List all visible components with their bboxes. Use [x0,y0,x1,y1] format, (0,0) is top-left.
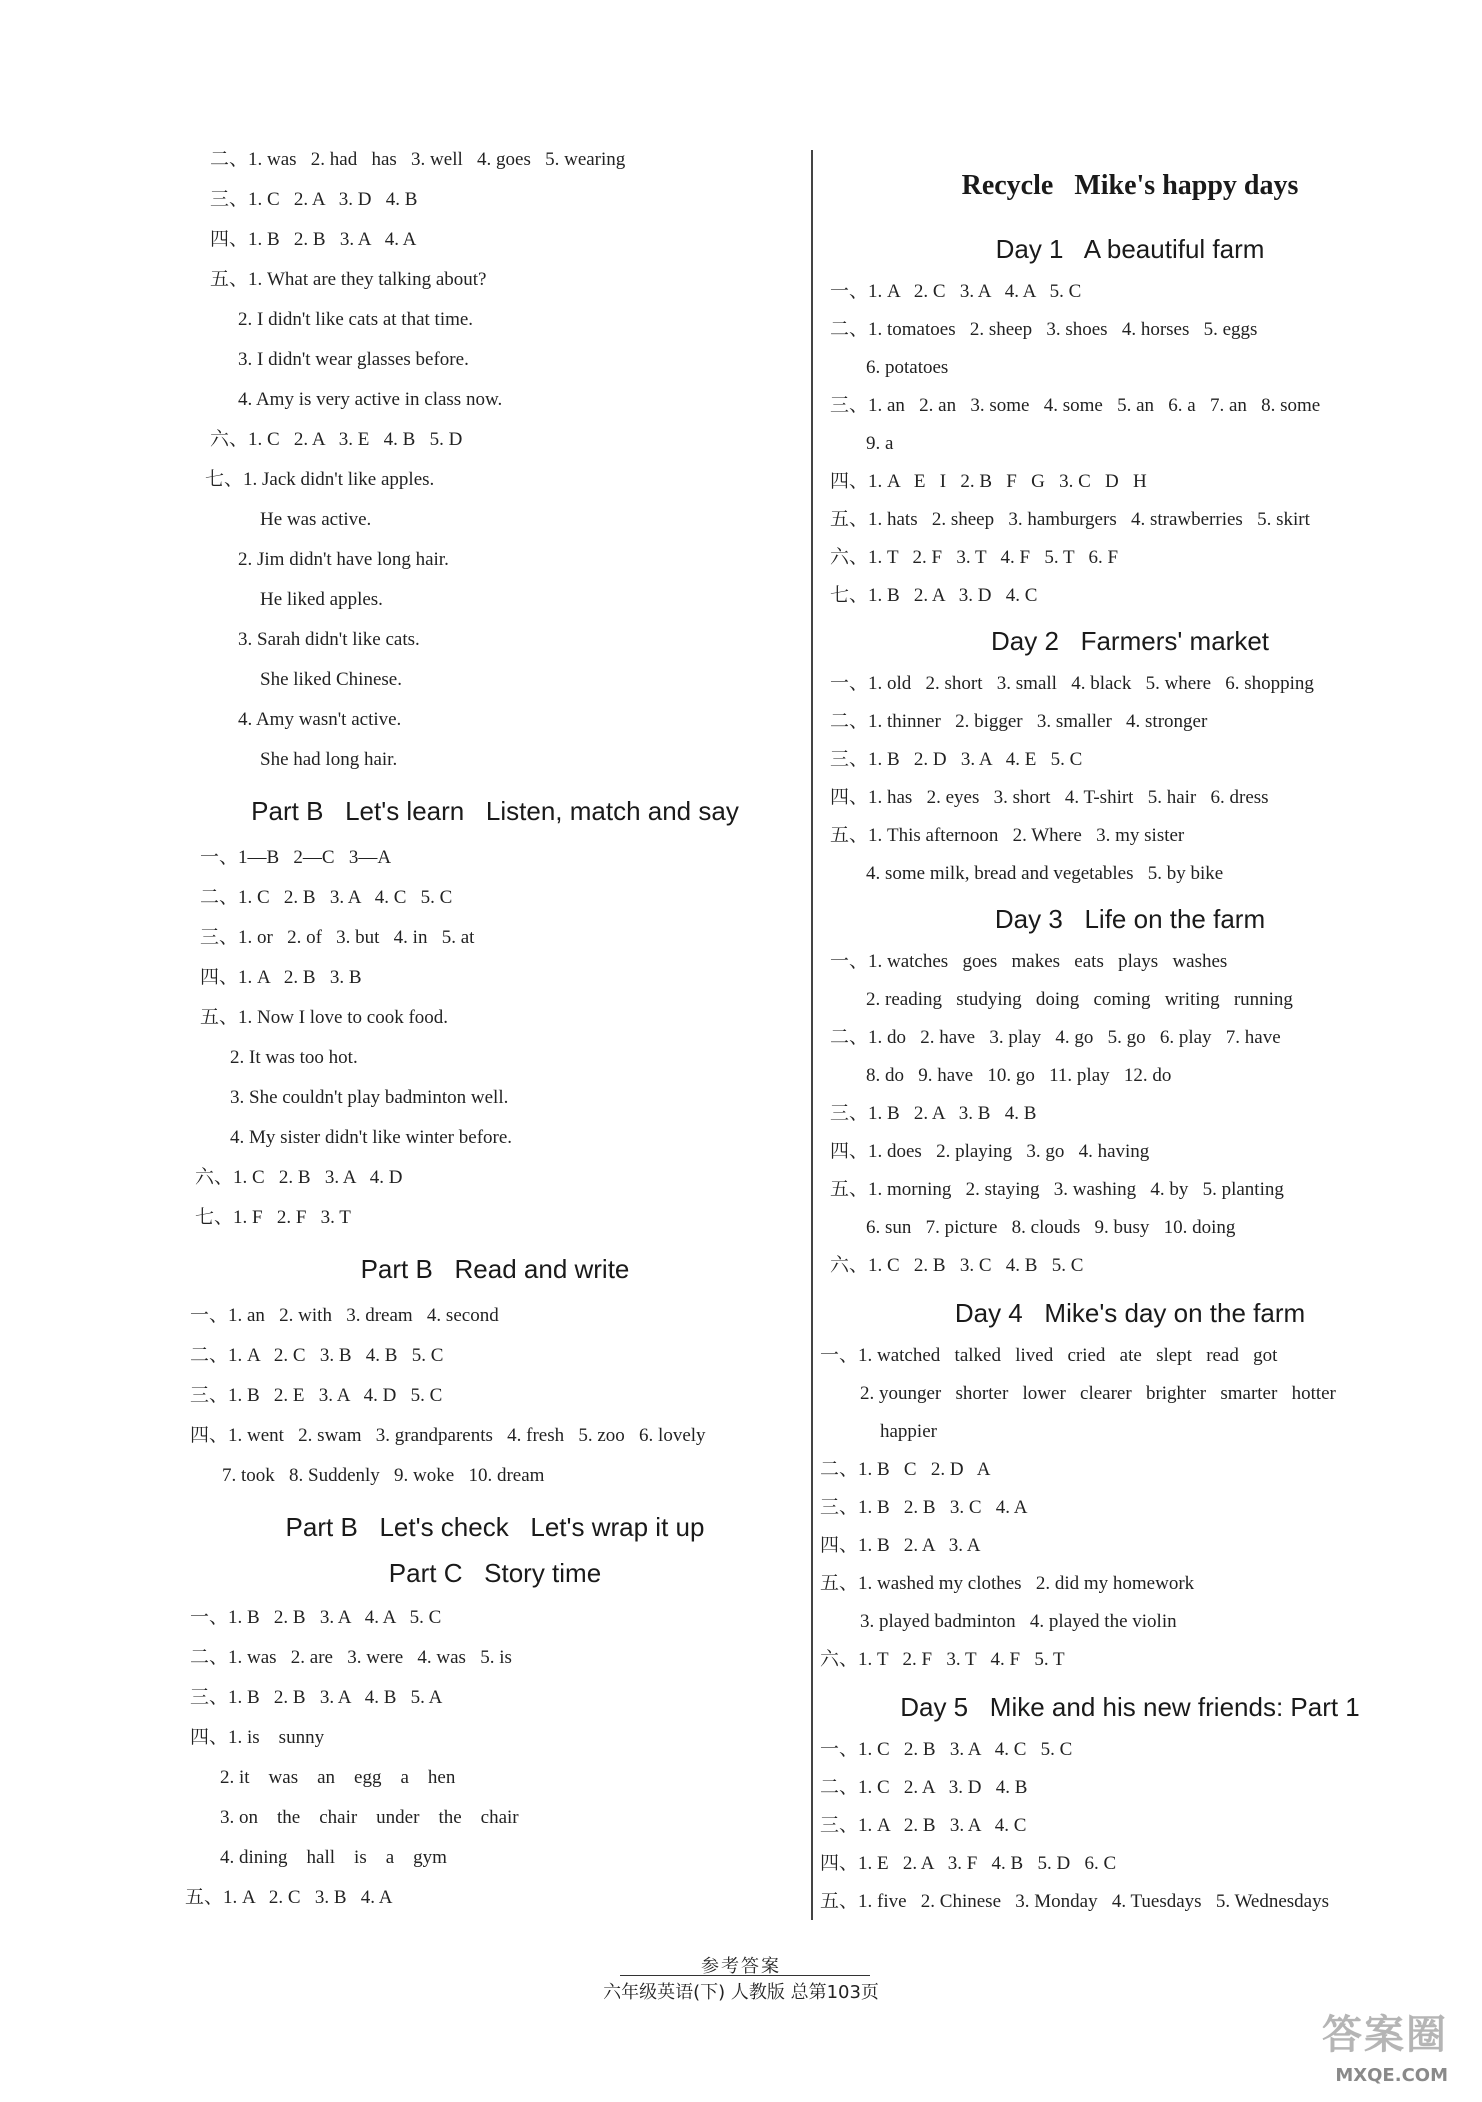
answer-line: 七、1. B 2. A 3. D 4. C [830,585,1038,606]
answer-line: 7. took 8. Suddenly 9. woke 10. dream [222,1465,545,1486]
answer-line: 三、1. or 2. of 3. but 4. in 5. at [200,927,475,948]
answer-line: 4. some milk, bread and vegetables 5. by bike [866,863,1224,884]
answer-line: 二、1. B C 2. D A [820,1459,991,1480]
answer-line: 四、1. has 2. eyes 3. short 4. T-shirt 5. hair 6. dress [830,787,1269,808]
answer-line: 四、1. A 2. B 3. B [200,967,362,988]
answer-line: 六、1. C 2. A 3. E 4. B 5. D [210,429,463,450]
column-divider [811,150,813,1920]
answer-line: 一、1. A 2. C 3. A 4. A 5. C [830,281,1082,302]
answer-line: 3. She couldn't play badminton well. [230,1087,509,1108]
answer-line: 五、1. five 2. Chinese 3. Monday 4. Tuesdays 5. Wednesdays [820,1891,1329,1912]
answer-line: 六、1. T 2. F 3. T 4. F 5. T [820,1649,1065,1670]
answer-line: 二、1. was 2. had has 3. well 4. goes 5. wearing [210,149,626,170]
answer-line: 六、1. C 2. B 3. A 4. D [195,1167,403,1188]
answer-line: She liked Chinese. [260,669,402,690]
section-heading: Day 2 Farmers' market [990,626,1269,656]
answer-line: 五、1. hats 2. sheep 3. hamburgers 4. strawberries 5. skirt [830,509,1310,530]
unit-title: Recycle Mike's happy days [961,170,1299,201]
answer-line: 六、1. C 2. B 3. C 4. B 5. C [830,1255,1084,1276]
answer-line: 二、1. A 2. C 3. B 4. B 5. C [190,1345,444,1366]
answer-line: 一、1. C 2. B 3. A 4. C 5. C [820,1739,1073,1760]
answer-line: 9. a [866,433,894,454]
answer-line: 一、1. B 2. B 3. A 4. A 5. C [190,1607,442,1628]
answer-line: 五、1. This afternoon 2. Where 3. my sister [830,825,1185,846]
answer-line: 4. Amy is very active in class now. [238,389,503,410]
answer-line: 三、1. C 2. A 3. D 4. B [210,189,418,210]
answer-line: 3. played badminton 4. played the violin [860,1611,1177,1632]
answer-line: He was active. [260,509,372,530]
answer-line: 一、1. old 2. short 3. small 4. black 5. where 6. shopping [830,673,1314,694]
answer-line: 三、1. B 2. E 3. A 4. D 5. C [190,1385,443,1406]
answer-line: 二、1. do 2. have 3. play 4. go 5. go 6. play 7. have [830,1027,1281,1048]
section-heading: Part C Story time [388,1558,602,1588]
answer-line: 三、1. B 2. B 3. A 4. B 5. A [190,1687,443,1708]
answer-line: 一、1. an 2. with 3. dream 4. second [190,1305,499,1326]
answer-line: 四、1. does 2. playing 3. go 4. having [830,1141,1150,1162]
answer-line: 一、1. watches goes makes eats plays washes [830,951,1228,972]
answer-line: 五、1. washed my clothes 2. did my homework [820,1573,1195,1594]
answer-line: 七、1. Jack didn't like apples. [205,469,435,490]
answer-line: 五、1. A 2. C 3. B 4. A [185,1887,393,1908]
answer-line: 三、1. B 2. B 3. C 4. A [820,1497,1028,1518]
section-heading: Day 3 Life on the farm [994,904,1266,934]
answer-line: 2. it was an egg a hen [220,1767,456,1788]
section-heading: Day 1 A beautiful farm [995,234,1265,264]
answer-line: 2. younger shorter lower clearer brighter smarter hotter [860,1383,1336,1404]
answer-line: 3. Sarah didn't like cats. [238,629,420,650]
answer-line: 二、1. tomatoes 2. sheep 3. shoes 4. horses 5. eggs [830,319,1258,340]
answer-line: 4. Amy wasn't active. [238,709,402,730]
answer-line: She had long hair. [260,749,398,770]
answer-line: happier [880,1421,937,1442]
answer-line: 2. Jim didn't have long hair. [238,549,449,570]
answer-line: 3. on the chair under the chair [220,1807,519,1828]
footer-page-info: 六年级英语(下) 人教版 总第103页 [603,1982,879,2003]
answer-line: 3. I didn't wear glasses before. [238,349,469,370]
watermark-site: MXQE.COM [1335,2065,1448,2086]
watermark-logo: 答案圈 [1322,2012,1448,2058]
answer-line: 8. do 9. have 10. go 11. play 12. do [866,1065,1172,1086]
answer-line: 三、1. an 2. an 3. some 4. some 5. an 6. a 7. an 8. some [830,395,1321,416]
watermark [1288,2008,1468,2094]
footer-title: 参考答案 [701,1956,781,1977]
answer-line: 四、1. B 2. A 3. A [820,1535,981,1556]
answer-line: 四、1. is sunny [190,1727,325,1748]
section-heading: Part B Let's learn Listen, match and say [251,796,739,826]
answer-line: 4. My sister didn't like winter before. [230,1127,513,1148]
answer-line: 四、1. went 2. swam 3. grandparents 4. fresh 5. zoo 6. lovely [190,1425,706,1446]
answer-line: 五、1. Now I love to cook food. [200,1007,449,1028]
section-heading: Day 5 Mike and his new friends: Part 1 [900,1692,1360,1722]
answer-line: 六、1. T 2. F 3. T 4. F 5. T 6. F [830,547,1119,568]
answer-line: 五、1. morning 2. staying 3. washing 4. by 5. planting [830,1179,1284,1200]
answer-line: 2. It was too hot. [230,1047,358,1068]
answer-line: 三、1. B 2. A 3. B 4. B [830,1103,1037,1124]
answer-line: 4. dining hall is a gym [220,1847,447,1868]
section-heading: Day 4 Mike's day on the farm [954,1298,1306,1328]
answer-line: 四、1. A E I 2. B F G 3. C D H [830,471,1147,492]
answer-line: 一、1. watched talked lived cried ate slept read got [820,1345,1278,1366]
section-heading: Part B Read and write [360,1254,630,1284]
answer-line: 四、1. B 2. B 3. A 4. A [210,229,417,250]
answer-line: 三、1. A 2. B 3. A 4. C [820,1815,1027,1836]
answer-line: 二、1. C 2. B 3. A 4. C 5. C [200,887,453,908]
answer-line: 2. I didn't like cats at that time. [238,309,474,330]
answer-line: 四、1. E 2. A 3. F 4. B 5. D 6. C [820,1853,1117,1874]
answer-line: 七、1. F 2. F 3. T [195,1207,351,1228]
answer-line: 2. reading studying doing coming writing running [866,989,1293,1010]
answer-line: 二、1. C 2. A 3. D 4. B [820,1777,1028,1798]
answer-line: 6. potatoes [866,357,949,378]
answer-line: 五、1. What are they talking about? [210,269,487,290]
answer-line: 二、1. was 2. are 3. were 4. was 5. is [190,1647,512,1668]
answer-line: He liked apples. [260,589,383,610]
answer-line: 三、1. B 2. D 3. A 4. E 5. C [830,749,1083,770]
answer-line: 6. sun 7. picture 8. clouds 9. busy 10. doing [866,1217,1236,1238]
section-heading: Part B Let's check Let's wrap it up [285,1512,705,1542]
answer-line: 一、1—B 2—C 3—A [200,847,392,868]
answer-line: 二、1. thinner 2. bigger 3. smaller 4. stronger [830,711,1208,732]
